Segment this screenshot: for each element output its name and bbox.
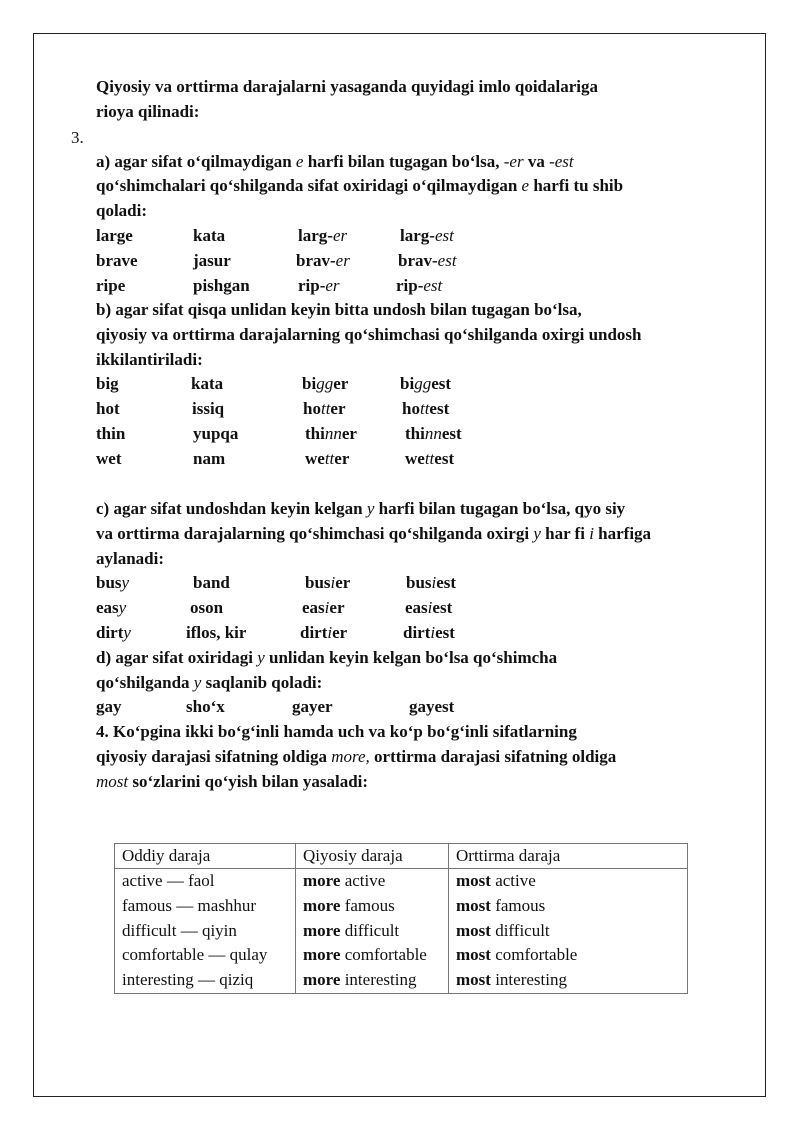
table-header-row: [115, 844, 688, 869]
example-comparative: hotter: [303, 399, 346, 418]
rule-a-line-2: qo‘shimchalari qo‘shilganda sifat oxiridagi o‘qilmaydigan e harfi tu shib: [96, 176, 624, 195]
rule-c-line-2: va orttirma darajalarning qo‘shimchasi qo‘shilganda oxirgi y har fi i harfiga: [96, 524, 652, 543]
example-word: easy: [96, 598, 127, 617]
example-superlative: busiest: [406, 573, 457, 592]
rule-c-line-3: aylanadi:: [96, 549, 165, 568]
intro-line-2: rioya qilinadi:: [96, 102, 200, 121]
example-comparative: bigger: [302, 374, 349, 393]
example-superlative: thinnest: [405, 424, 462, 443]
example-translation: jasur: [193, 251, 231, 270]
example-translation: issiq: [192, 399, 225, 418]
table-cell-base: active — faol famous — mashhur difficult — qiyin comfortable — qulay interesting — qiziq: [115, 869, 296, 994]
column-header: Orttirma daraja: [449, 844, 688, 869]
example-superlative: rip-est: [396, 276, 443, 295]
example-translation: yupqa: [193, 424, 239, 443]
rule-b-line-2: qiyosiy va orttirma darajalarning qo‘shimchasi qo‘shilganda oxirgi undosh: [96, 325, 642, 344]
example-word: hot: [96, 399, 120, 418]
example-word: gay: [96, 697, 122, 716]
example-comparative: thinner: [305, 424, 357, 443]
rule-b-line-1: b) agar sifat qisqa unlidan keyin bitta undosh bilan tugagan bo‘lsa,: [96, 300, 582, 319]
example-superlative: hottest: [402, 399, 450, 418]
example-superlative: dirtiest: [403, 623, 455, 642]
example-comparative: larg-er: [298, 226, 348, 245]
example-comparative: busier: [305, 573, 351, 592]
example-superlative: biggest: [400, 374, 452, 393]
example-superlative: larg-est: [400, 226, 454, 245]
rule-4-line-2: qiyosiy darajasi sifatning oldiga more, orttirma darajasi sifatning oldiga: [96, 747, 617, 766]
example-word: wet: [96, 449, 122, 468]
example-word: thin: [96, 424, 126, 443]
example-translation: nam: [193, 449, 226, 468]
example-translation: iflos, kir: [186, 623, 247, 642]
example-word: dirty: [96, 623, 131, 642]
intro-line-1: Qiyosiy va orttirma darajalarni yasaganda quyidagi imlo qoidalariga: [96, 77, 599, 96]
example-superlative: easiest: [405, 598, 453, 617]
column-header: Qiyosiy daraja: [296, 844, 449, 869]
example-word: large: [96, 226, 133, 245]
degrees-table: [114, 843, 688, 994]
example-translation: kata: [191, 374, 224, 393]
rule-c-line-1: c) agar sifat undoshdan keyin kelgan y harfi bilan tugagan bo‘lsa, qyo siy: [96, 499, 626, 518]
example-superlative: gayest: [409, 697, 455, 716]
rule-b-line-3: ikkilantiriladi:: [96, 350, 203, 369]
example-translation: band: [193, 573, 230, 592]
example-word: ripe: [96, 276, 126, 295]
rule-d-line-2: qo‘shilganda y saqlanib qoladi:: [96, 673, 323, 692]
example-translation: sho‘x: [186, 697, 225, 716]
example-superlative: wettest: [405, 449, 455, 468]
example-word: big: [96, 374, 119, 393]
example-comparative: brav-er: [296, 251, 350, 270]
example-comparative: easier: [302, 598, 345, 617]
item-number: 3.: [71, 128, 84, 147]
rule-a-line-3: qoladi:: [96, 201, 148, 220]
column-header: Oddiy daraja: [115, 844, 296, 869]
rule-4-line-3: most so‘zlarini qo‘yish bilan yasaladi:: [96, 772, 369, 791]
example-comparative: rip-er: [298, 276, 340, 295]
example-translation: pishgan: [193, 276, 250, 295]
example-translation: oson: [190, 598, 224, 617]
table-cell-superlative: most active most famous most difficult most comfortable most interesting: [449, 869, 688, 994]
example-translation: kata: [193, 226, 226, 245]
rule-4-line-1: 4. Ko‘pgina ikki bo‘g‘inli hamda uch va ko‘p bo‘g‘inli sifatlarning: [96, 722, 577, 741]
example-word: busy: [96, 573, 130, 592]
table-cell-comparative: more active more famous more difficult more comfortable more interesting: [296, 869, 449, 994]
example-comparative: wetter: [305, 449, 350, 468]
example-word: brave: [96, 251, 138, 270]
example-comparative: gayer: [292, 697, 333, 716]
example-superlative: brav-est: [398, 251, 457, 270]
table-row: [115, 869, 688, 994]
rule-d-line-1: d) agar sifat oxiridagi y unlidan keyin kelgan bo‘lsa qo‘shimcha: [96, 648, 558, 667]
rule-a-line-1: a) agar sifat o‘qilmaydigan e harfi bilan tugagan bo‘lsa, -er va -est: [96, 152, 574, 171]
example-comparative: dirtier: [300, 623, 348, 642]
